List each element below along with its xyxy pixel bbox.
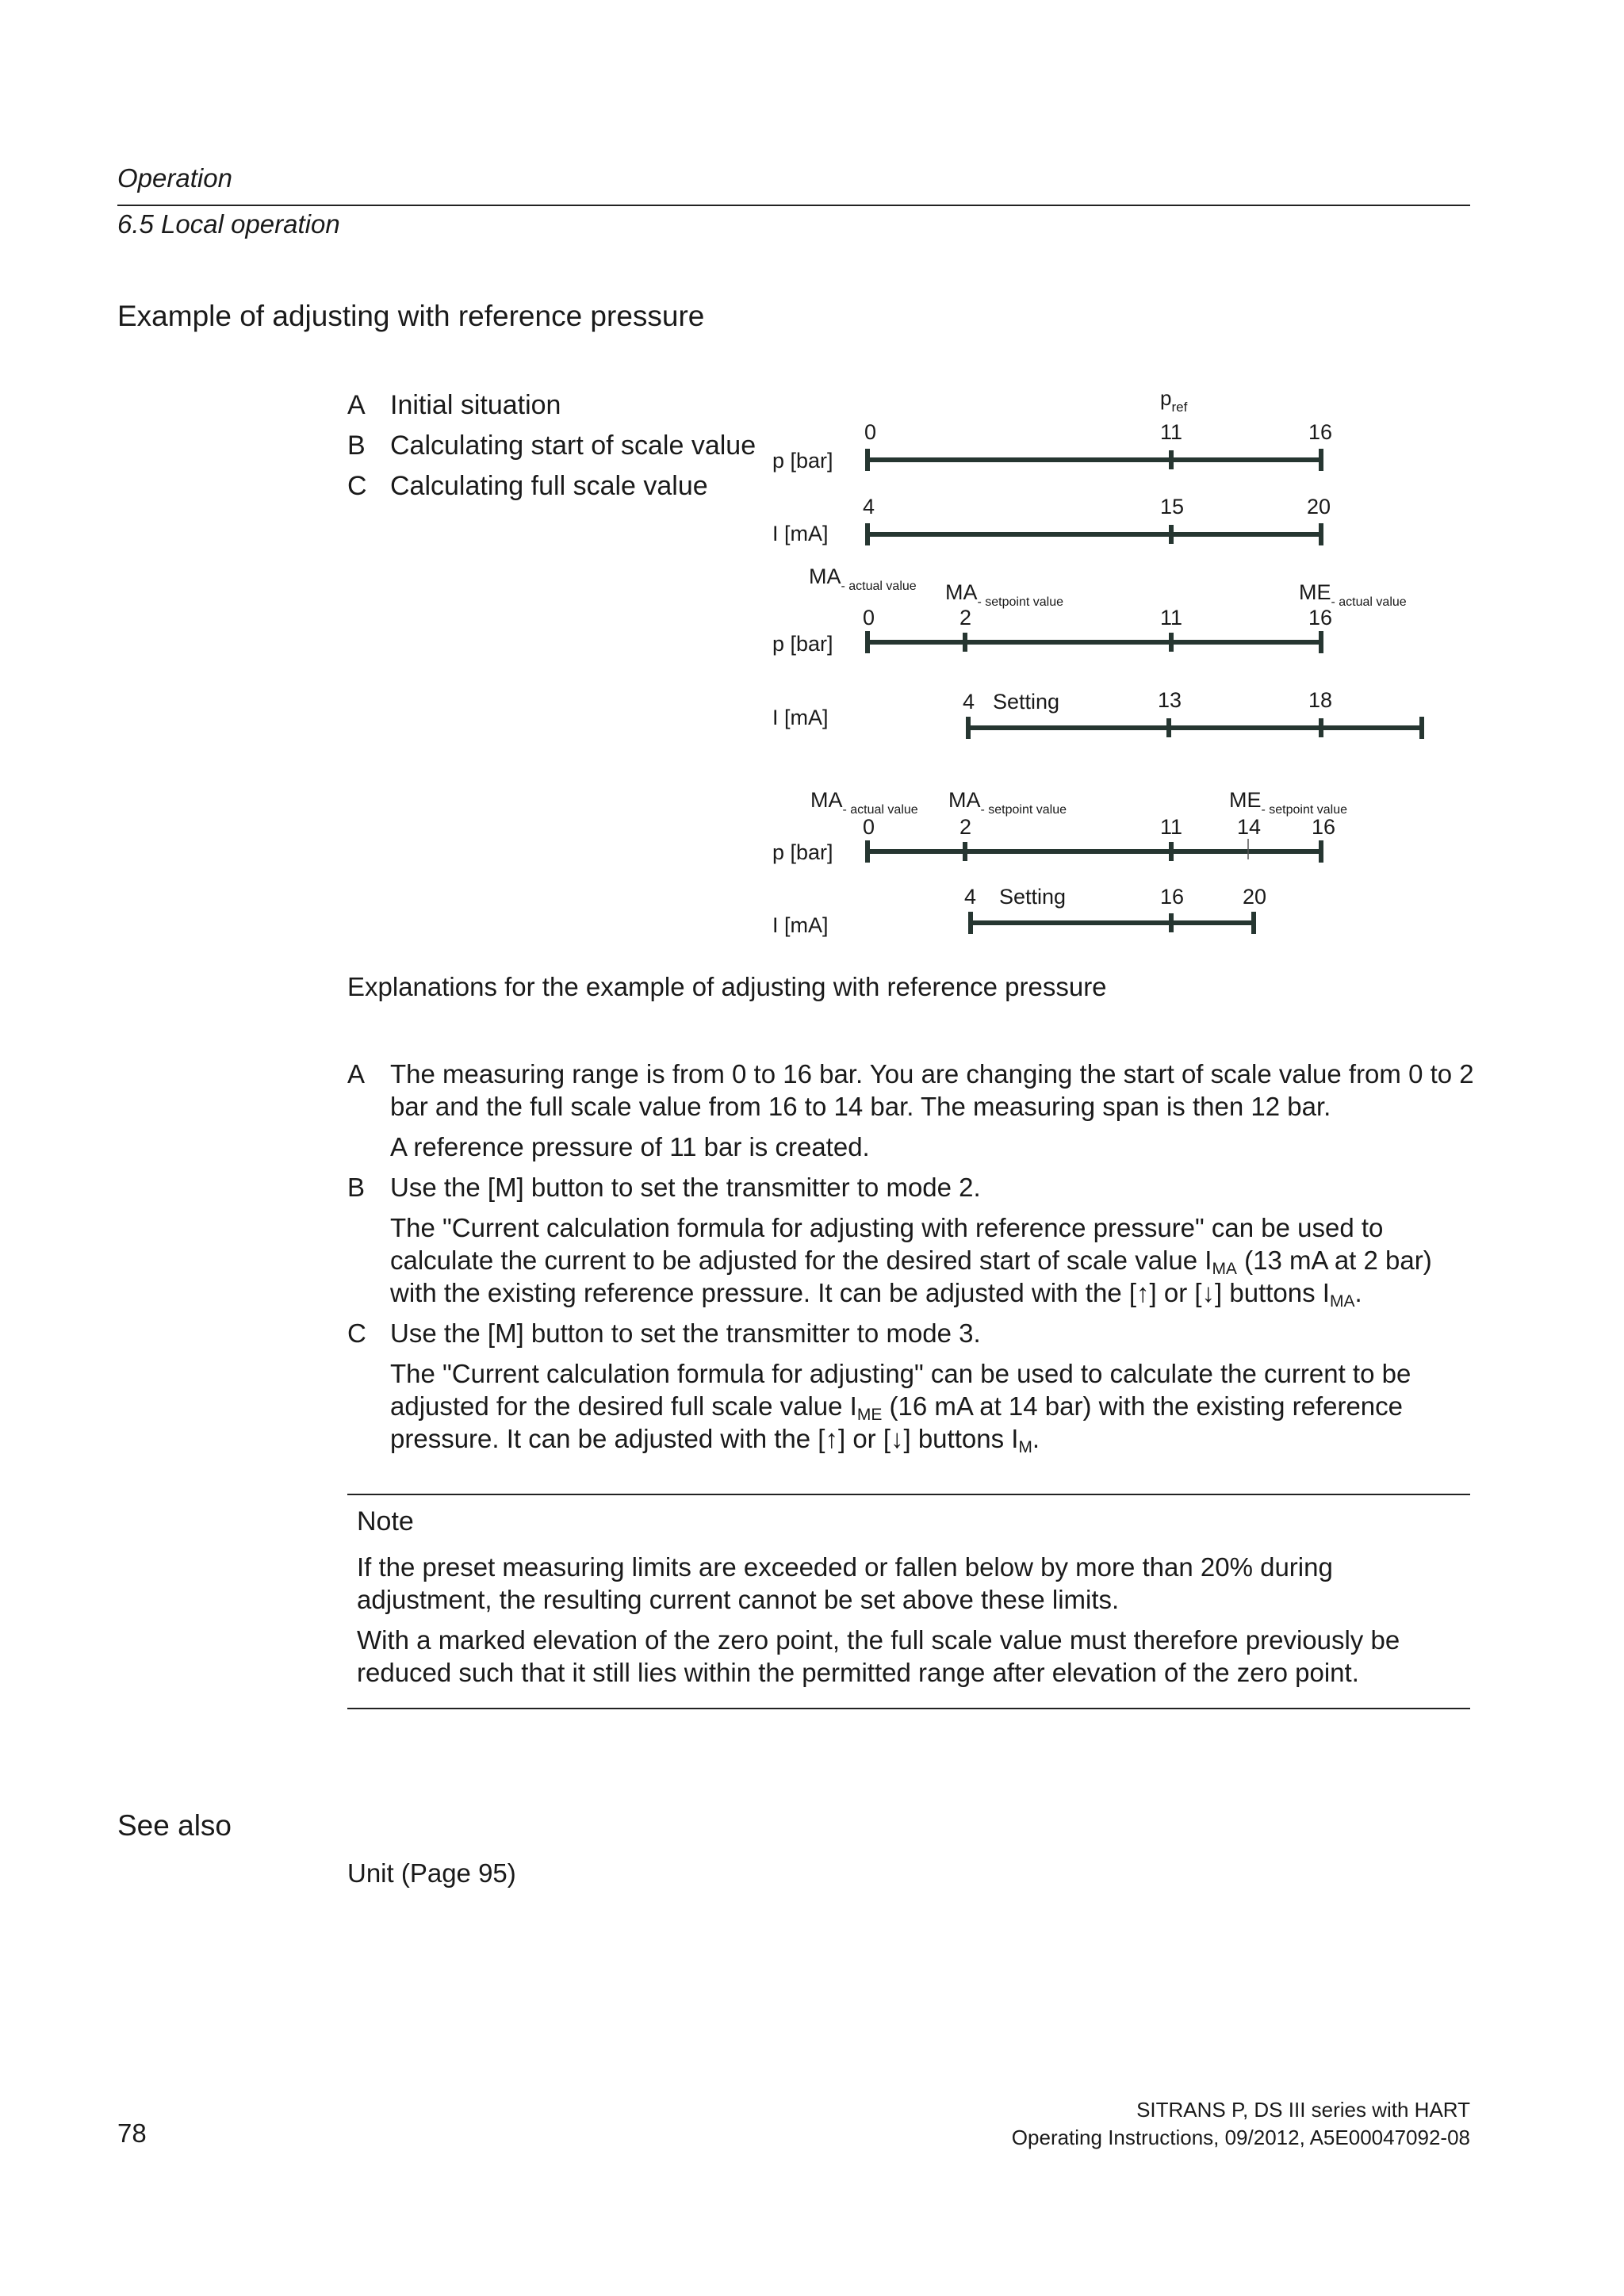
me-actual-main: ME [1299, 580, 1331, 604]
explanations-list [347, 1058, 1481, 1463]
figure-caption: Explanations for the example of adjusting with reference pressure [347, 972, 1107, 1001]
legend-key: B [347, 430, 366, 461]
adjustment-diagram [761, 381, 1443, 955]
ma-actual-label [809, 564, 917, 593]
ma-actual-sub: - actual value [842, 803, 918, 817]
page-number: 78 [117, 2118, 147, 2148]
ma-actual-label [810, 788, 918, 817]
tick-label: 18 [1308, 688, 1333, 712]
axis-label-current: I [mA] [772, 706, 829, 729]
legend-text: Calculating full scale value [390, 471, 708, 501]
ma-actual-sub: - actual value [841, 580, 917, 593]
axis-label-current: I [mA] [772, 522, 829, 545]
ma-setpoint-sub: - setpoint value [980, 803, 1067, 817]
tick-label: 16 [1312, 815, 1336, 839]
tick-label: 0 [864, 420, 877, 444]
tick-label: 16 [1160, 885, 1185, 909]
me-actual-sub: - actual value [1331, 595, 1407, 609]
footer-product: SITRANS P, DS III series with HART [1136, 2098, 1470, 2122]
tick-label: 13 [1158, 688, 1182, 712]
me-setpoint-sub: - setpoint value [1261, 803, 1348, 817]
legend-text: Calculating start of scale value [390, 430, 756, 461]
explanation-text: The "Current calculation formula for adjusting with reference pressure" can be used to calculate the current to be adjusted for the desired start of scale value $I_{MA}$ (13 mA at 2 bar) with the existing reference pressure. It can be adjusted with the [↑] or [↓] buttons $I_{MA}$. [390, 1213, 1432, 1311]
tick-label: 2 [959, 815, 972, 839]
tick-label: 20 [1307, 495, 1331, 519]
tick-label: 20 [1243, 885, 1267, 909]
tick-label: 11 [1160, 815, 1183, 839]
note-bottom-rule [347, 1708, 1470, 1709]
pref-main: p [1160, 386, 1172, 410]
legend-key: C [347, 471, 367, 501]
ma-setpoint-main: MA [945, 580, 978, 604]
ma-actual-main: MA [810, 788, 843, 812]
running-header-chapter: Operation [117, 163, 232, 193]
explanation-text: A reference pressure of 11 bar is created. [390, 1132, 870, 1161]
axis-label-pressure: p [bar] [772, 632, 833, 656]
tick-label: 16 [1308, 420, 1333, 444]
ma-setpoint-label [945, 580, 1063, 609]
explanation-item-b [347, 1171, 1481, 1317]
tick-label: 14 [1237, 815, 1262, 839]
see-also-link-unit[interactable]: Unit (Page 95) [347, 1858, 516, 1888]
tick-label: 15 [1160, 495, 1185, 519]
note-text: With a marked elevation of the zero point, the full scale value must therefore previously be reduced such that it still lies within the permitted range after elevation of the zero point. [357, 1625, 1400, 1687]
explanation-key: C [347, 1318, 366, 1348]
me-actual-label [1299, 580, 1407, 609]
explanation-text: The measuring range is from 0 to 16 bar. You are changing the start of scale value from 0 to 2 bar and the full scale value from 16 to 14 bar. The measuring span is then 12 bar. [390, 1059, 1474, 1121]
explanation-item-c [347, 1317, 1481, 1463]
axis-label-pressure: p [bar] [772, 840, 833, 864]
footer-document: Operating Instructions, 09/2012, A5E00047092-08 [1011, 2126, 1470, 2149]
ma-setpoint-sub: - setpoint value [977, 595, 1064, 609]
note-text: If the preset measuring limits are exceeded or fallen below by more than 20% during adjustment, the resulting current cannot be set above these limits. [357, 1552, 1333, 1614]
explanation-text: Use the [M] button to set the transmitter to mode 2. [390, 1173, 981, 1202]
tick-label: 0 [863, 606, 875, 629]
legend-text: Initial situation [390, 390, 561, 420]
footer-info [1012, 2096, 1470, 2152]
me-setpoint-label [1229, 788, 1347, 817]
setting-label: Setting [993, 690, 1060, 714]
adjustment-diagram-svg [761, 381, 1443, 951]
tick-label: 0 [863, 815, 875, 839]
ma-actual-main: MA [809, 564, 841, 588]
note-body [357, 1551, 1470, 1697]
tick-label: 11 [1160, 606, 1183, 629]
ma-setpoint-label [948, 788, 1067, 817]
tick-label: 16 [1308, 606, 1333, 629]
explanation-key: B [347, 1173, 366, 1202]
pref-label [1160, 386, 1188, 415]
tick-label: 11 [1160, 420, 1183, 444]
explanation-text: Use the [M] button to set the transmitter to mode 3. [390, 1318, 981, 1348]
explanation-text: The "Current calculation formula for adjusting" can be used to calculate the current to be adjusted for the desired full scale value $I_{ME}$ (16 mA at 14 bar) with the existing reference pressure. It can be adjusted with the [↑] or [↓] buttons $I_M$. [390, 1359, 1411, 1456]
legend-item [347, 385, 756, 426]
see-also-heading: See also [117, 1809, 232, 1842]
header-rule [117, 205, 1470, 206]
setting-label: Setting [999, 885, 1067, 909]
pref-sub: ref [1171, 400, 1188, 415]
page-title: Example of adjusting with reference pressure [117, 300, 705, 332]
figure-legend [347, 385, 756, 507]
ma-setpoint-main: MA [948, 788, 981, 812]
legend-key: A [347, 390, 366, 420]
axis-label-pressure: p [bar] [772, 449, 833, 473]
legend-item [347, 426, 756, 466]
note-top-rule [347, 1494, 1470, 1495]
explanation-key: A [347, 1059, 366, 1089]
note-title: Note [357, 1506, 414, 1536]
explanation-item-a [347, 1058, 1481, 1171]
tick-label: 2 [959, 606, 972, 629]
tick-label: 4 [964, 885, 977, 909]
tick-label: 4 [863, 495, 875, 519]
axis-label-current: I [mA] [772, 913, 829, 937]
tick-label: 4 [963, 690, 975, 714]
me-setpoint-main: ME [1229, 788, 1262, 812]
running-header-section: 6.5 Local operation [117, 209, 340, 239]
legend-item [347, 466, 756, 507]
